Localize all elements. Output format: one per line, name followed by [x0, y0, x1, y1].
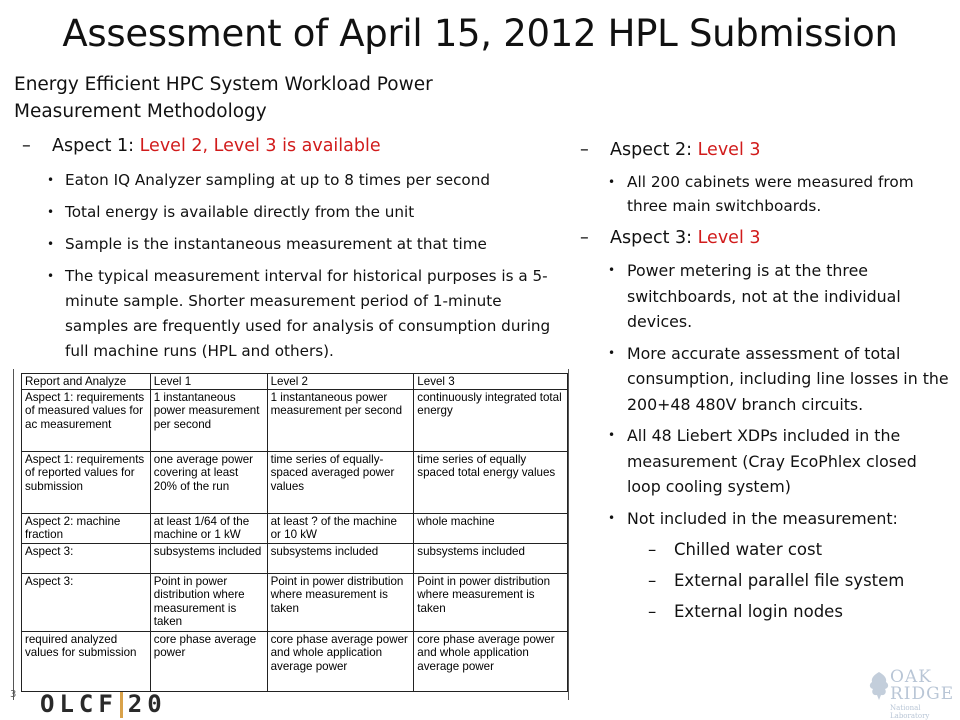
left-bullet-1-text: Eaton IQ Analyzer sampling at up to 8 times per second — [65, 171, 490, 189]
subtitle-line-1: Energy Efficient HPC System Workload Power — [14, 74, 433, 95]
table-cell: Point in power distribution where measurement is taken — [150, 574, 267, 632]
aspect-2-label: Aspect 2: — [610, 140, 698, 160]
right-column — [580, 138, 950, 627]
left-column — [22, 134, 567, 364]
aspect-2-bullet-1-text: All 200 cabinets were measured from three main switchboards. — [627, 173, 914, 215]
aspect-3-bullet-3-text: All 48 Liebert XDPs included in the measurement (Cray EcoPhlex closed loop cooling system) — [627, 426, 917, 496]
table-cell: subsystems included — [414, 544, 568, 574]
dash-marker: – — [648, 540, 657, 559]
slide-title: Assessment of April 15, 2012 HPL Submission — [62, 12, 898, 55]
dash-marker: – — [580, 228, 589, 248]
table-cell: Point in power distribution where measurement is taken — [414, 574, 568, 632]
not-included-item-1-text: Chilled water cost — [674, 540, 823, 559]
bullet-dot: • — [608, 510, 616, 525]
left-bullet-3-text: Sample is the instantaneous measurement at that time — [65, 235, 487, 253]
aspect-3-heading — [580, 226, 950, 250]
table-header-cell: Level 3 — [414, 374, 568, 390]
aspect-1-heading — [22, 134, 567, 158]
table-cell: Aspect 3: — [22, 544, 151, 574]
logo-text-ridge: RIDGE — [890, 684, 955, 704]
table-cell: subsystems included — [150, 544, 267, 574]
left-bullet-1 — [22, 168, 567, 193]
table-cell: continuously integrated total energy — [414, 390, 568, 452]
table-cell: whole machine — [414, 514, 568, 544]
aspect-2-heading — [580, 138, 950, 162]
aspect-2-bullet-1 — [580, 170, 950, 218]
not-included-item-2 — [580, 565, 950, 596]
slide-subtitle — [14, 71, 494, 125]
table-cell: at least 1/64 of the machine or 1 kW — [150, 514, 267, 544]
aspect-3-bullet-2-text: More accurate assessment of total consumption, including line losses in the 200+48 480V branch circuits. — [627, 343, 949, 414]
bullet-dot: • — [608, 263, 616, 277]
table-cell: time series of equally spaced total energy values — [414, 452, 568, 514]
aspect-3-bullet-1-text: Power metering is at the three switchboards, not at the individual devices. — [627, 261, 901, 331]
not-included-item-2-text: External parallel file system — [674, 571, 905, 590]
table-cell: Aspect 3: — [22, 574, 151, 632]
aspect-2-value: Level 3 — [697, 140, 761, 160]
dash-marker: – — [580, 140, 589, 160]
table-cell: one average power covering at least 20% of the run — [150, 452, 267, 514]
table-cell: at least ? of the machine or 10 kW — [267, 514, 414, 544]
table-row — [22, 452, 568, 514]
aspect-3-value: Level 3 — [697, 228, 761, 248]
left-bullet-4-text: The typical measurement interval for historical purposes is a 5-minute sample. Shorter measurement period of 1-minute samples are frequently used for analysis of consumption during full machine runs (HPL and others). — [65, 267, 551, 360]
aspect-1-value: Level 2, Level 3 is available — [139, 136, 381, 156]
not-included-item-1 — [580, 534, 950, 565]
olcf-logo-right: 20 — [127, 690, 167, 718]
oak-ridge-logo — [868, 667, 956, 720]
table-cell: Aspect 2: machine fraction — [22, 514, 151, 544]
bullet-dot: • — [47, 237, 55, 251]
table-row — [22, 390, 568, 452]
bullet-dot: • — [608, 175, 616, 189]
table-cell: core phase average power — [150, 632, 267, 692]
table-row — [22, 574, 568, 632]
aspect-3-bullet-3 — [580, 423, 950, 500]
table-header-cell: Report and Analyze — [22, 374, 151, 390]
table-cell: core phase average power and whole application average power — [267, 632, 414, 692]
aspect-3-bullet-1 — [580, 258, 950, 335]
logo-text-oak: OAK — [890, 667, 932, 687]
table-cell: Aspect 1: requirements of reported values for submission — [22, 452, 151, 514]
methodology-table — [21, 373, 568, 692]
table-cell: time series of equally-spaced averaged power values — [267, 452, 414, 514]
bullet-dot: • — [47, 205, 55, 219]
table-cell: Point in power distribution where measurement is taken — [267, 574, 414, 632]
table-row — [22, 544, 568, 574]
olcf-logo-divider — [120, 692, 123, 718]
logo-text-national-laboratory: National Laboratory — [890, 704, 930, 720]
table-header-row — [22, 374, 568, 390]
table-cell: subsystems included — [267, 544, 414, 574]
olcf-logo-left: OLCF — [40, 690, 118, 718]
page-number: 3 — [10, 689, 17, 700]
aspect-3-bullet-4-text: Not included in the measurement: — [627, 508, 898, 528]
table-cell: 1 instantaneous power measurement per second — [150, 390, 267, 452]
methodology-table-frame — [13, 369, 569, 700]
table-cell: required analyzed values for submission — [22, 632, 151, 692]
subtitle-line-2: Measurement Methodology — [14, 101, 267, 122]
table-row — [22, 632, 568, 692]
bullet-dot: • — [608, 428, 616, 442]
oak-leaf-icon — [868, 671, 890, 701]
bullet-dot: • — [47, 269, 55, 283]
not-included-item-3 — [580, 596, 950, 627]
left-bullet-4 — [22, 264, 567, 364]
table-cell: Aspect 1: requirements of measured values for ac measurement — [22, 390, 151, 452]
left-bullet-2-text: Total energy is available directly from the unit — [65, 203, 415, 221]
table-cell: core phase average power and whole application average power — [414, 632, 568, 692]
table-cell: 1 instantaneous power measurement per second — [267, 390, 414, 452]
left-bullet-3 — [22, 232, 567, 257]
dash-marker: – — [648, 571, 657, 590]
table-header-cell: Level 2 — [267, 374, 414, 390]
left-bullet-2 — [22, 200, 567, 225]
olcf-logo — [40, 690, 167, 718]
aspect-1-label: Aspect 1: — [52, 136, 140, 156]
dash-marker: – — [648, 602, 657, 621]
table-row — [22, 514, 568, 544]
dash-marker: – — [22, 136, 31, 156]
table-header-cell: Level 1 — [150, 374, 267, 390]
bullet-dot: • — [47, 173, 55, 187]
not-included-item-3-text: External login nodes — [674, 602, 843, 621]
aspect-3-label: Aspect 3: — [610, 228, 698, 248]
aspect-3-bullet-4 — [580, 506, 950, 532]
aspect-3-bullet-2 — [580, 341, 950, 418]
bullet-dot: • — [608, 345, 616, 360]
